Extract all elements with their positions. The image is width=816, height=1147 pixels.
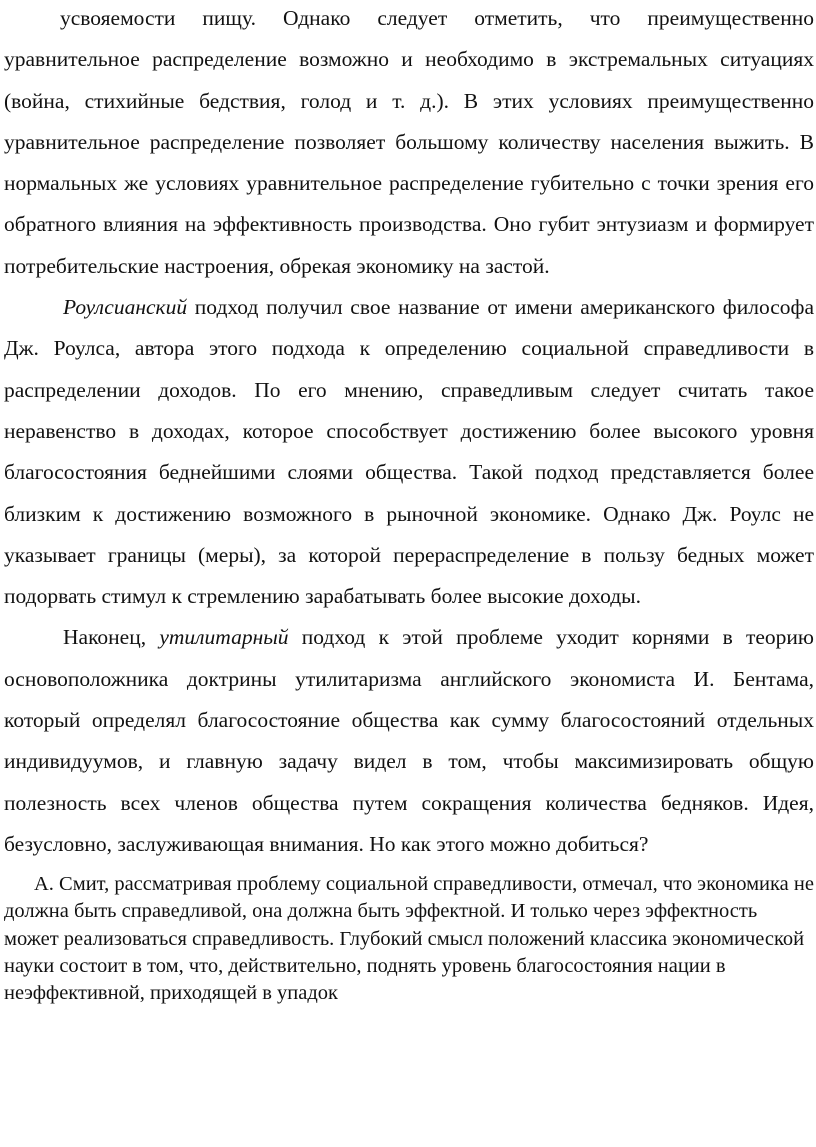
paragraph-equalizing-distribution: усвояемости пищу. Однако следует отметить, что преимущественно уравнительное распределение возможно и необходимо в экстремальных ситуациях (война, стихийные бедствия, голод и т. д.). В этих условиях преимущественно уравнительное распределение позволяет большому количеству населения выжить. В нормальных же условиях уравнительное распределение губительно с точки зрения его обратного влияния на эффективность производства. Оно губит энтузиазм и формирует потребительские настроения, обрекая экономику на застой. xyxy=(4,6,814,278)
paragraph-utilitarian-approach xyxy=(4,617,814,865)
utilitarian-text: подход к этой проблеме уходит корнями в теорию основоположника доктрины утилитаризма английского экономиста И. Бентама, который определял благосостояние общества как сумму благосостояний отдельных индивидуумов, и главную задачу видел в том, чтобы максимизировать общую полезность всех членов общества путем сокращения количества бедняков. Идея, безусловно, заслуживающая внимания. Но как этого можно добиться? xyxy=(4,625,814,856)
paragraph-rawlsian-approach xyxy=(4,287,814,617)
term-utilitarian: утилитарный xyxy=(159,625,289,650)
rawlsian-text: подход получил свое название от имени американского философа Дж. Роулса, автора этого подхода к определению социальной справедливости в распределении доходов. По его мнению, справедливым следует считать такое неравенство в доходах, которое способствует достижению более высокого уровня благосостояния беднейшими слоями общества. Такой подход представляется более близким к достижению возможного в рыночной экономике. Однако Дж. Роулс не указывает границы (меры), за которой перераспределение в пользу бедных может подорвать стимул к стремлению зарабатывать более высокие доходы. xyxy=(4,295,814,609)
paragraph-smith-justice: А. Смит, рассматривая проблему социальной справедливости, отмечал, что экономика не должна быть справедливой, она должна быть эффектной. И только через эффектность может реализоваться справедливость. Глубокий смысл положений классика экономической науки состоит в том, что, действительно, поднять уровень благосостояния нации в неэффективной, приходящей в упадок xyxy=(4,873,814,1005)
term-rawlsian: Роулсианский xyxy=(63,295,188,320)
utilitarian-lead: Наконец, xyxy=(63,625,160,650)
